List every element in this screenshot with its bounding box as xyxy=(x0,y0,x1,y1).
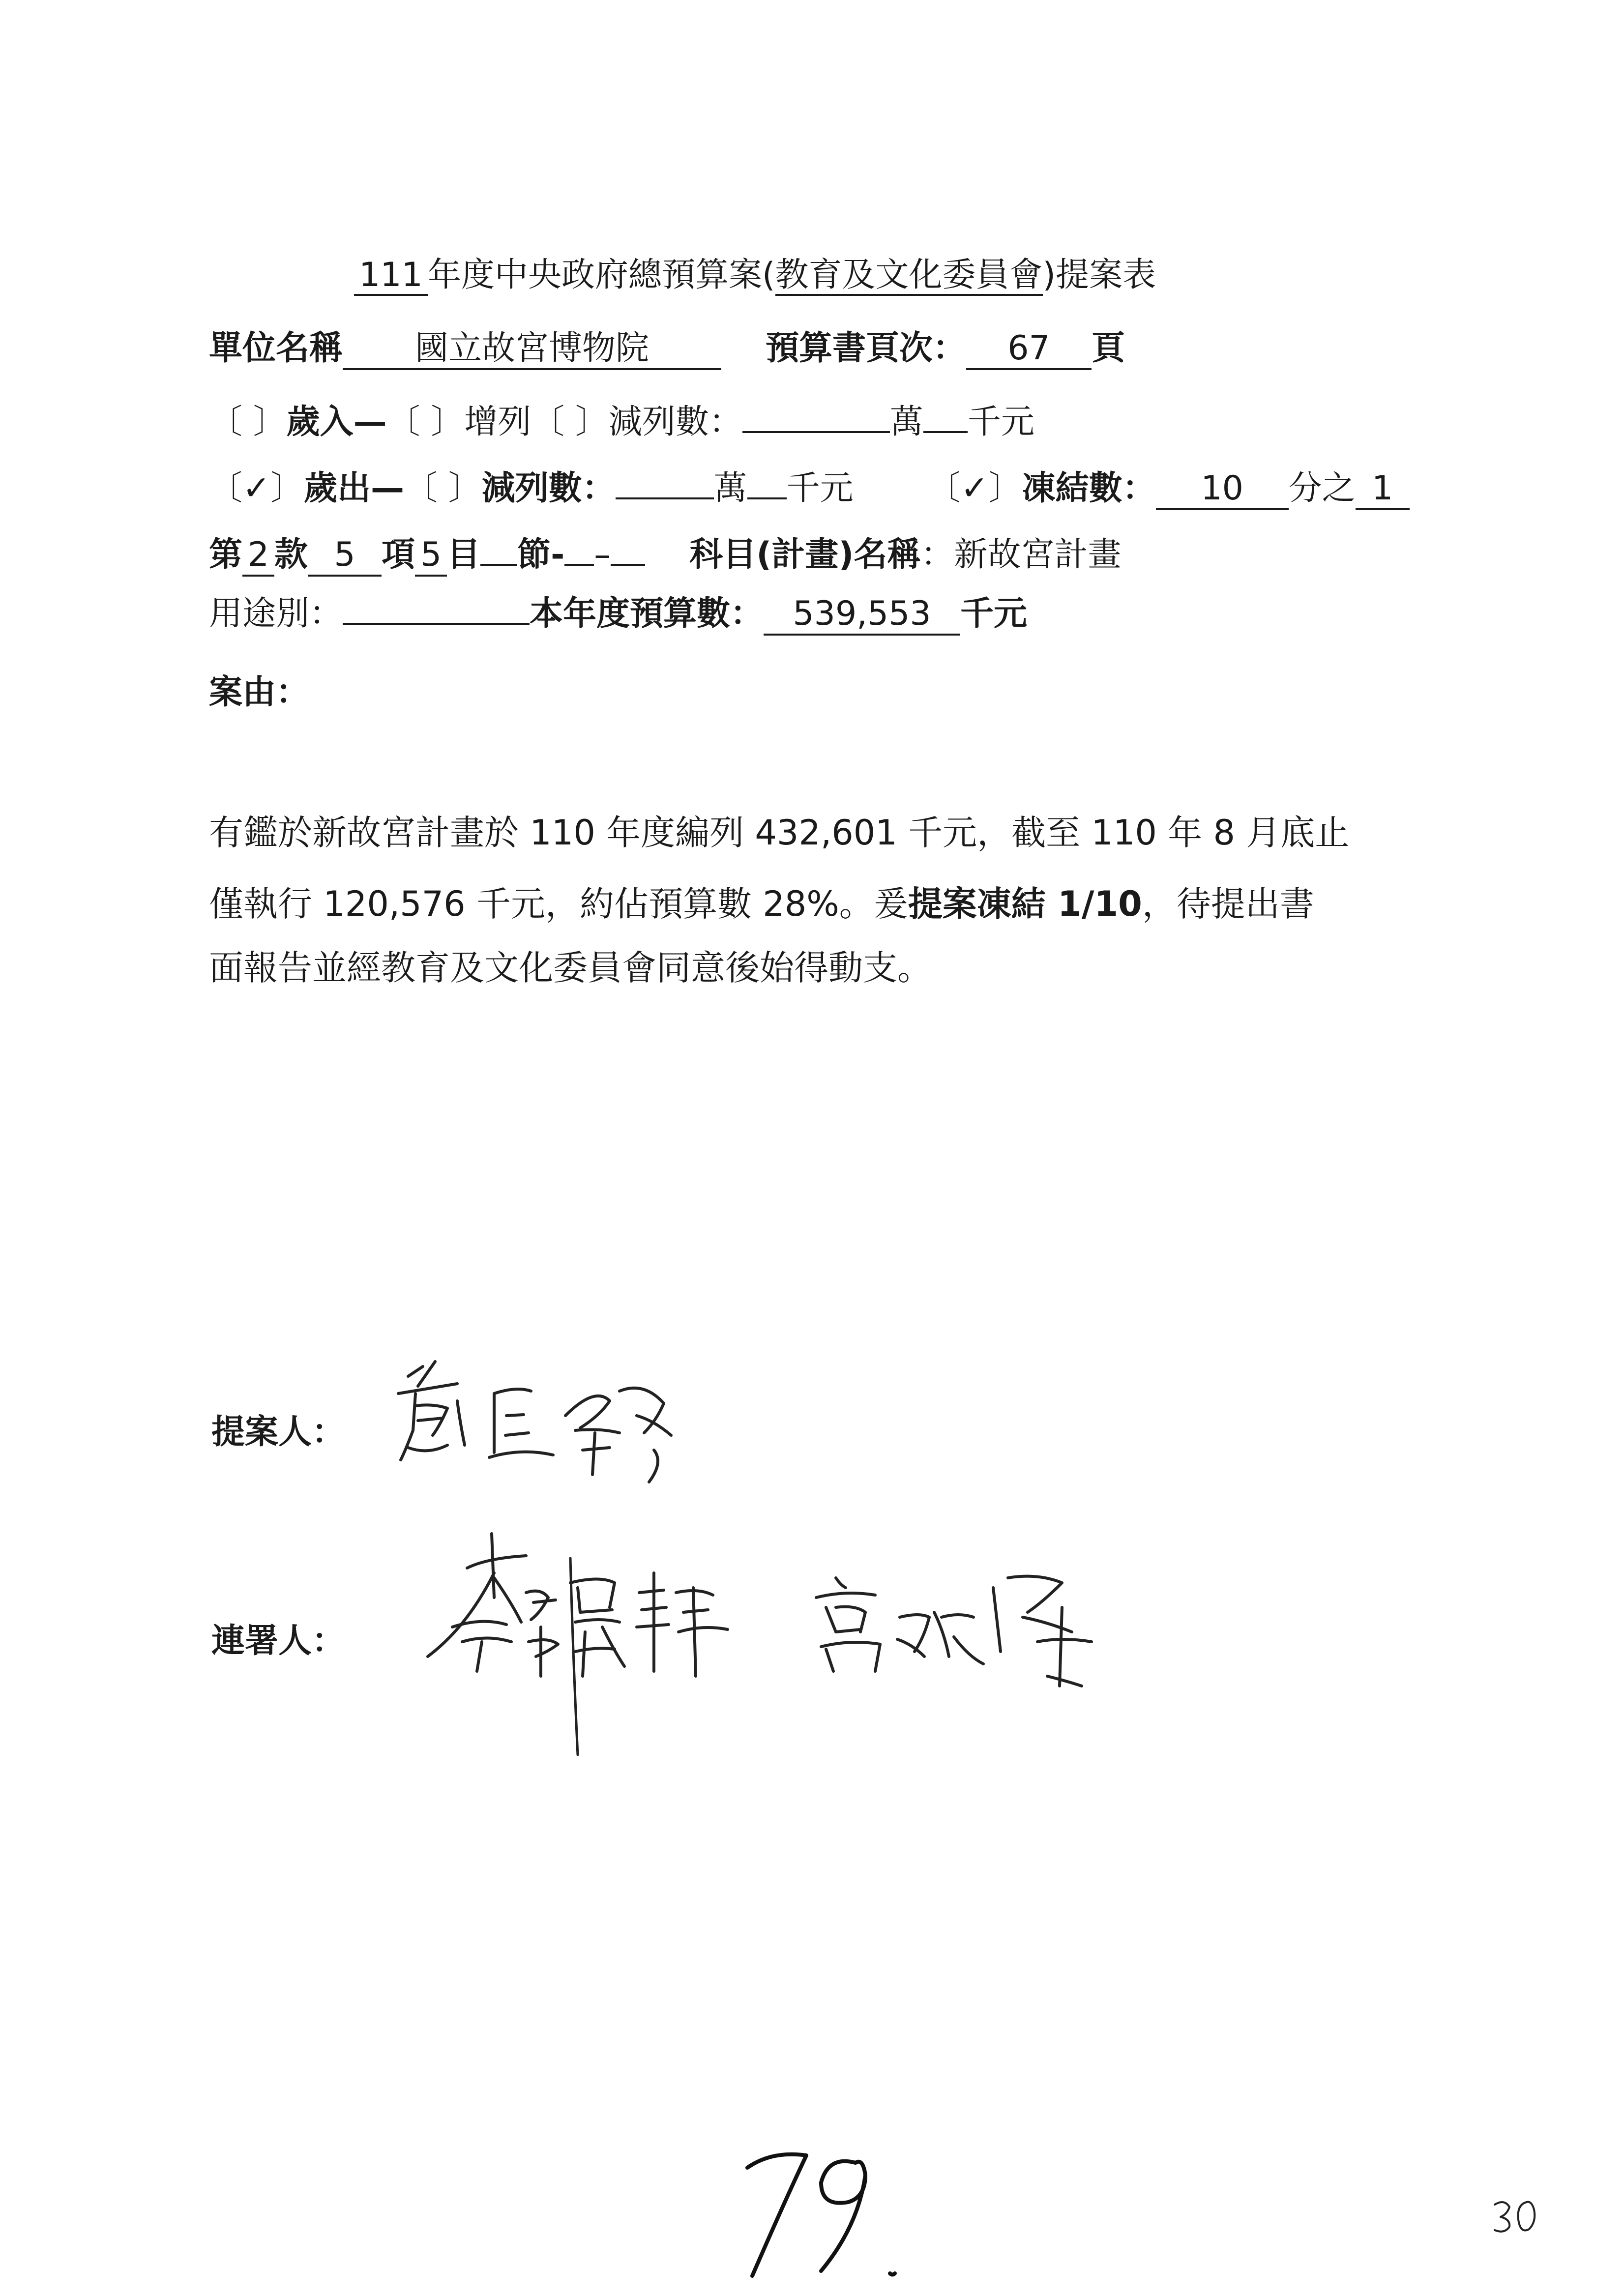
reason-line-2-c: ，待提出書 xyxy=(1142,884,1314,924)
proposer-label: 提案人： xyxy=(211,1413,346,1452)
form-title xyxy=(354,248,1156,296)
revenue-checkbox: 〔 〕 xyxy=(209,403,287,441)
exp-wan-unit: 萬 xyxy=(713,469,747,508)
expenditure-checkbox: 〔✓〕 xyxy=(209,469,304,508)
decrease-checkbox: 〔 〕 xyxy=(531,403,609,441)
reason-freeze-highlight: 提案凍結 1/10 xyxy=(908,884,1142,924)
kuan-field: 2 xyxy=(242,538,274,577)
subject-value: 新故宮計畫 xyxy=(954,535,1122,574)
reason-line-1: 有鑑於新故宮計畫於 110 年度編列 432,601 千元，截至 110 年 8 月底止 xyxy=(209,813,1350,853)
exp-qian-unit: 千元 xyxy=(786,469,854,508)
cosigner-signature-2 xyxy=(806,1558,1131,1696)
increase-label: 增列 xyxy=(464,403,531,441)
title-prefix: 年度中央政府總預算案( xyxy=(428,256,775,294)
cosigner-signature-1 xyxy=(408,1529,762,1784)
revenue-line xyxy=(209,403,1034,441)
reason-line-2 xyxy=(209,876,1314,926)
expenditure-line xyxy=(209,469,1410,510)
expenditure-label: 歲出— xyxy=(303,469,404,508)
handwritten-page-number xyxy=(723,2128,929,2286)
mu-label: 目 xyxy=(447,535,481,574)
annual-budget-label: 本年度預算數： xyxy=(530,594,764,633)
reason-line-2-a: 僅執行 120,576 千元，約佔預算數 28%。爰 xyxy=(209,884,908,924)
corner-page-number xyxy=(1490,2195,1544,2239)
extra-field-1 xyxy=(564,561,594,566)
reason-label: 案由： xyxy=(209,673,310,712)
subject-label: 科目(計畫)名稱 xyxy=(689,535,921,574)
budget-page-unit: 頁 xyxy=(1092,329,1125,368)
xiang-field: 5 xyxy=(308,538,382,577)
title-committee: 教育及文化委員會 xyxy=(775,259,1043,296)
proposer-signature xyxy=(388,1347,713,1504)
usage-line xyxy=(209,594,1028,636)
title-suffix: )提案表 xyxy=(1042,256,1156,294)
freeze-numerator-field: 1 xyxy=(1356,472,1410,510)
usage-label: 用途別： xyxy=(209,594,343,633)
mu-field: 5 xyxy=(415,538,447,577)
unit-name-field: 國立故宮博物院 xyxy=(343,332,721,370)
exp-qian-field xyxy=(747,494,787,499)
increase-checkbox: 〔 〕 xyxy=(386,403,465,441)
title-year: 111 xyxy=(354,259,428,296)
kuan-label: 款 xyxy=(274,535,308,574)
extra-field-2 xyxy=(611,561,645,566)
unit-line xyxy=(209,329,1125,370)
revenue-label: 歲入— xyxy=(286,403,387,441)
annual-budget-field: 539,553 xyxy=(764,597,960,636)
classification-line xyxy=(209,535,1122,577)
revenue-qian-field xyxy=(923,428,968,433)
revenue-wan-unit: 萬 xyxy=(889,403,923,441)
exp-decrease-label: 減列數： xyxy=(481,469,616,508)
freeze-label: 凍結數： xyxy=(1022,469,1156,508)
revenue-wan-field xyxy=(742,428,890,433)
jie-label: 節- xyxy=(517,535,565,574)
cosigner-label: 連署人： xyxy=(211,1622,346,1660)
budget-page-label: 預算書頁次： xyxy=(766,329,967,368)
revenue-qian-unit: 千元 xyxy=(967,403,1034,441)
subject-colon: ： xyxy=(920,535,954,574)
reason-line-3: 面報告並經教育及文化委員會同意後始得動支。 xyxy=(209,948,932,988)
freeze-checkbox: 〔✓〕 xyxy=(927,469,1022,508)
usage-field xyxy=(343,620,530,625)
unit-label: 單位名稱 xyxy=(209,329,343,368)
jie-field xyxy=(480,561,517,566)
exp-decrease-checkbox: 〔 〕 xyxy=(404,469,482,508)
exp-wan-field xyxy=(616,494,714,499)
freeze-denominator-field: 10 xyxy=(1156,472,1289,510)
di-label: 第 xyxy=(209,535,243,574)
freeze-fraction-text: 分之 xyxy=(1288,469,1356,508)
annual-budget-unit: 千元 xyxy=(960,594,1028,633)
budget-page-field: 67 xyxy=(966,332,1092,370)
xiang-label: 項 xyxy=(382,535,415,574)
classification-dash: – xyxy=(594,535,611,574)
decrease-label: 減列數： xyxy=(608,403,742,441)
